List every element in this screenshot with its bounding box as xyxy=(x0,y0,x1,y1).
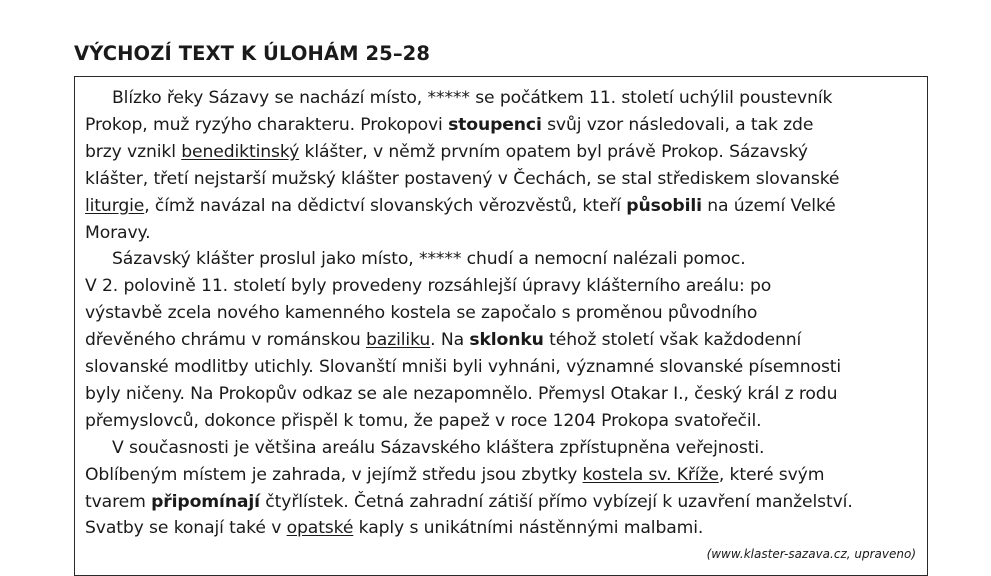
text-run: slovanské modlitby utichly. Slovanští mniši byli vyhnáni, významné slovanské písemnosti xyxy=(85,357,842,377)
text-line xyxy=(85,408,762,434)
bold-word: stoupenci xyxy=(448,114,542,135)
text-run: , které svým xyxy=(718,464,825,485)
text-run: kaply s unikátními nástěnnými malbami. xyxy=(353,518,704,539)
text-line xyxy=(85,462,824,488)
bold-word: sklonku xyxy=(469,330,544,351)
text-line xyxy=(85,193,836,219)
text-line xyxy=(85,381,837,407)
text-line xyxy=(112,85,832,111)
text-run: Moravy. xyxy=(85,222,151,243)
text-run: klášter, třetí nejstarší mužský klášter postavený v Čechách, se stal střediskem slovanské xyxy=(85,168,840,189)
text-line xyxy=(85,220,150,246)
text-run: . Na xyxy=(430,330,470,351)
text-line xyxy=(85,300,757,326)
text-run: Sázavský klášter proslul jako místo, ***** chudí a nemocní nalézali pomoc. xyxy=(112,249,746,270)
text-run: téhož století však každodenní xyxy=(543,330,802,351)
text-line xyxy=(112,435,764,461)
text-run: výstavbě zcela nového kamenného kostela se započalo s proměnou původního xyxy=(85,303,758,324)
text-run: , čímž navázal na dědictví slovanských věrozvěstů, kteří xyxy=(144,195,627,216)
text-run: Svatby se konají také v xyxy=(85,518,287,539)
bold-word: připomínají xyxy=(151,491,260,512)
underlined-word: opatské xyxy=(286,518,354,539)
text-run: Oblíbeným místem je zahrada, v jejímž středu jsou zbytky xyxy=(85,464,583,485)
text-run: čtyřlístek. Četná zahradní zátiší přímo vybízejí k uzavření manželství. xyxy=(259,491,853,512)
section-heading: VÝCHOZÍ TEXT K ÚLOHÁM 25–28 xyxy=(74,42,431,65)
text-run: klášter, v němž prvním opatem byl právě Prokop. Sázavský xyxy=(299,141,808,162)
text-run: tvarem xyxy=(85,491,152,512)
text-run: dřevěného chrámu v románskou xyxy=(85,330,366,351)
text-run: přemyslovců, dokonce přispěl k tomu, že papež v roce 1204 Prokopa svatořečil. xyxy=(85,410,762,431)
text-run: na území Velké xyxy=(701,195,836,216)
text-line xyxy=(85,166,839,192)
text-line xyxy=(112,246,746,272)
text-run: byly ničeny. Na Prokopův odkaz se ale nezapomnělo. Přemysl Otakar I., český král z rodu xyxy=(85,383,838,404)
underlined-word: liturgie xyxy=(85,195,145,216)
text-line xyxy=(85,489,853,515)
text-run: svůj vzor následovali, a tak zde xyxy=(541,114,814,135)
text-line xyxy=(85,112,813,138)
underlined-word: baziliku xyxy=(366,330,431,351)
bold-word: působili xyxy=(626,195,702,216)
text-run: Blízko řeky Sázavy se nachází místo, ***** se počátkem 11. století uchýlil poustevník xyxy=(112,88,833,108)
text-line xyxy=(85,515,703,541)
underlined-word: kostela sv. Kříže xyxy=(582,464,719,485)
text-run: V 2. polovině 11. století byly provedeny rozsáhlejší úpravy klášterního areálu: po xyxy=(85,276,772,297)
text-run: V současnosti je většina areálu Sázavského kláštera zpřístupněna veřejnosti. xyxy=(112,437,765,458)
text-line xyxy=(85,273,771,299)
text-line xyxy=(85,354,841,380)
text-line xyxy=(85,139,808,165)
text-run: Prokop, muž ryzýho charakteru. Prokopovi xyxy=(85,114,449,135)
source-citation: (www.klaster-sazava.cz, upraveno) xyxy=(706,547,916,561)
underlined-word: benediktinský xyxy=(181,141,300,162)
text-run: brzy vznikl xyxy=(85,141,182,162)
text-line xyxy=(85,327,801,353)
